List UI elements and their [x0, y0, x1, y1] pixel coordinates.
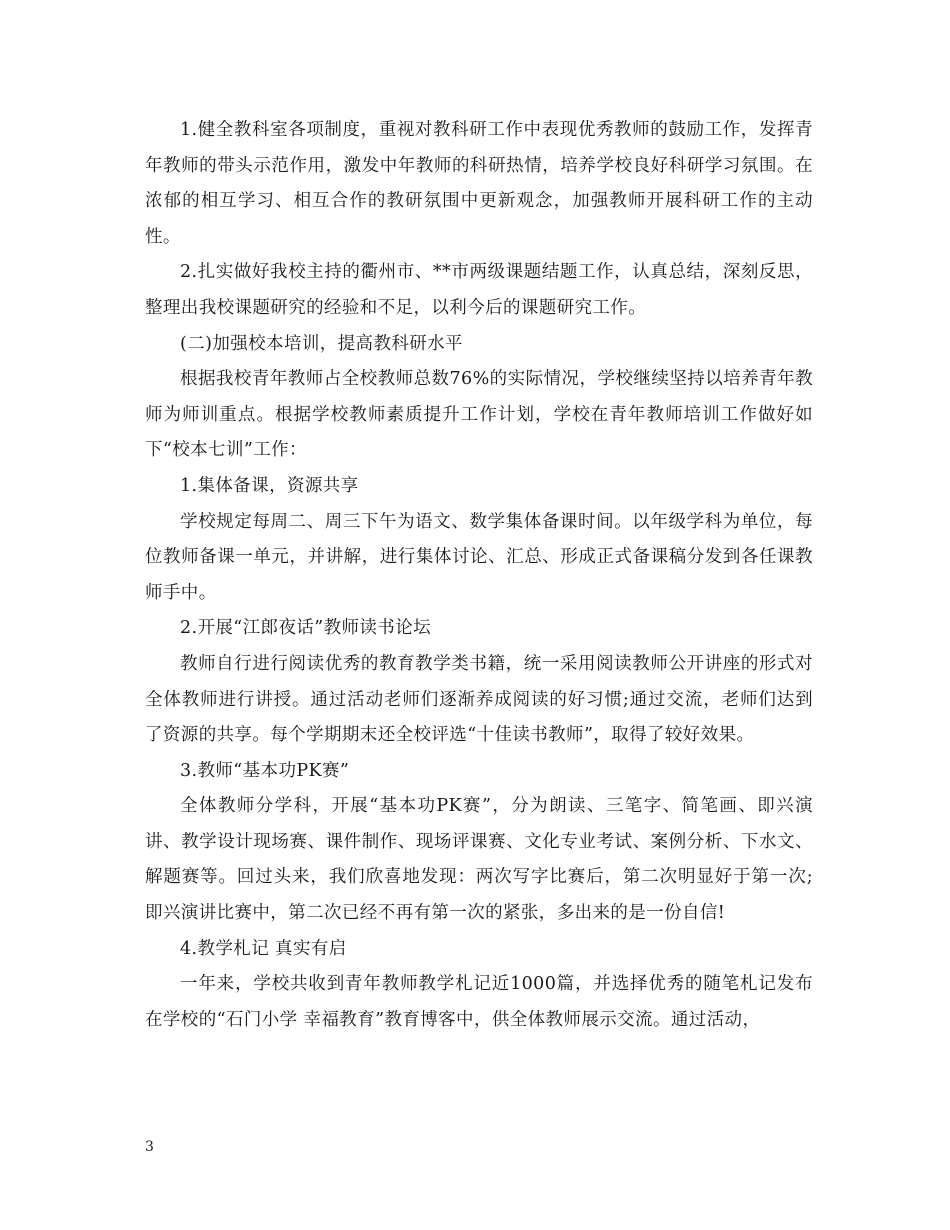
paragraph-3: 根据我校青年教师占全校教师总数76%的实际情况，学校继续坚持以培养青年教师为师训重点。根据学校教师素质提升工作计划，学校在青年教师培训工作做好如下“校本七训”工作：: [145, 369, 813, 461]
item-heading-2: 2.开展“江郎夜话”教师读书论坛: [180, 618, 431, 639]
paragraph-7: 一年来，学校共收到青年教师教学札记近1000篇，并选择优秀的随笔札记发布在学校的“石门小学 幸福教育”教育博客中，供全体教师展示交流。通过活动，: [145, 974, 813, 1030]
paragraph-4: 学校规定每周二、周三下午为语文、数学集体备课时间。以年级学科为单位，每位教师备课一单元，并讲解，进行集体讨论、汇总、形成正式备课稿分发到各任课教师手中。: [145, 511, 813, 603]
paragraph-6: 全体教师分学科，开展“基本功PK赛”，分为朗读、三笔字、简笔画、即兴演讲、教学设计现场赛、课件制作、现场评课赛、文化专业考试、案例分析、下水文、解题赛等。回过头来，我们欣喜地发现：两次写字比赛后，第二次明显好于第一次;即兴演讲比赛中，第二次已经不再有第一次的紧张，多出来的是一份自信!: [145, 796, 813, 924]
paragraph-2: 2.扎实做好我校主持的衢州市、**市两级课题结题工作，认真总结，深刻反思，整理出我校课题研究的经验和不足，以利今后的课题研究工作。: [145, 262, 813, 318]
paragraph-5: 教师自行进行阅读优秀的教育教学类书籍，统一采用阅读教师公开讲座的形式对全体教师进行讲授。通过活动老师们逐渐养成阅读的好习惯;通过交流，老师们达到了资源的共享。每个学期期末还全校评选“十佳读书教师”，取得了较好效果。: [145, 653, 813, 746]
item-heading-3: 3.教师“基本功PK赛”: [180, 760, 350, 781]
page-number: 3: [145, 1139, 154, 1155]
item-heading-1: 1.集体备课，资源共享: [180, 475, 359, 496]
document-body: [145, 113, 813, 1038]
item-heading-4: 4.教学札记 真实有启: [180, 938, 347, 959]
section-heading: (二)加强校本培训，提高教科研水平: [180, 333, 463, 354]
paragraph-1: 1.健全教科室各项制度，重视对教科研工作中表现优秀教师的鼓励工作，发挥青年教师的带头示范作用，激发中年教师的科研热情，培养学校良好科研学习氛围。在浓郁的相互学习、相互合作的教研氛围中更新观念，加强教师开展科研工作的主动性。: [145, 120, 813, 247]
